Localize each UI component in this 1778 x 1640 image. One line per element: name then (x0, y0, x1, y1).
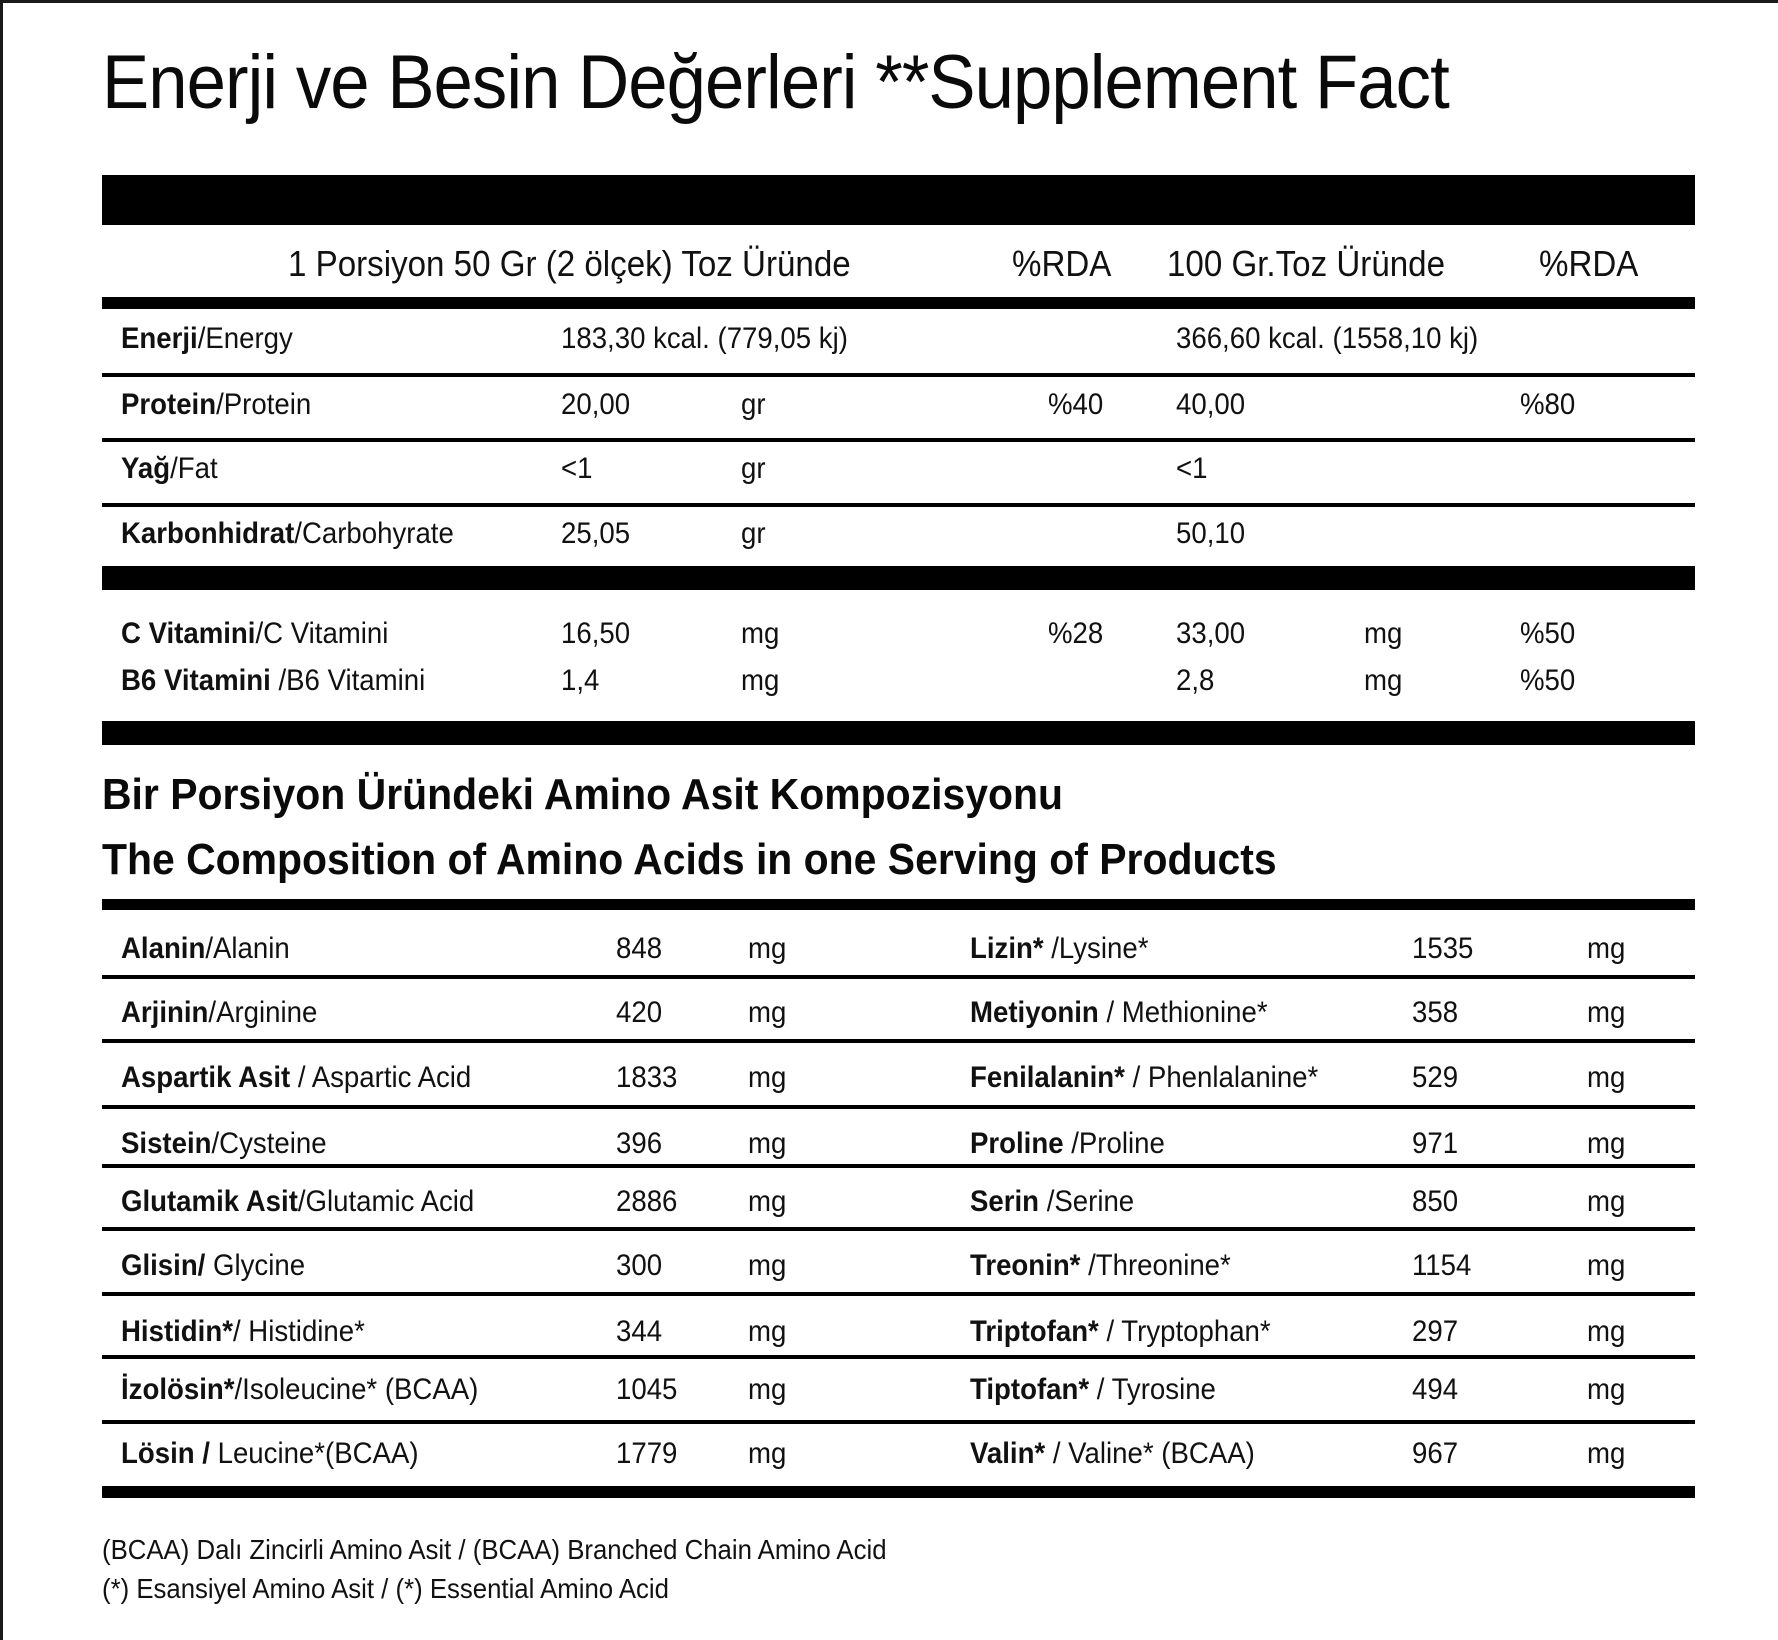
amino-unit-right: mg (1587, 996, 1626, 1029)
amino-value-right: 850 (1412, 1185, 1459, 1218)
divider (102, 297, 1695, 309)
divider (102, 373, 1695, 377)
amino-value-left: 1045 (616, 1373, 678, 1406)
amino-label-right: Treonin* /Threonine* (970, 1249, 1231, 1282)
per100-value: <1 (1176, 452, 1208, 485)
amino-label-left: Alanin/Alanin (121, 932, 290, 965)
nutrition-row-label: Karbonhidrat/Carbohyrate (121, 517, 454, 550)
serving-unit: mg (741, 664, 780, 697)
amino-unit-left: mg (748, 1315, 787, 1348)
per100-value: 50,10 (1176, 517, 1246, 550)
serving-unit: gr (741, 517, 766, 550)
divider (102, 1420, 1695, 1424)
amino-value-left: 300 (616, 1249, 663, 1282)
amino-value-left: 1833 (616, 1061, 678, 1094)
amino-value-right: 1154 (1412, 1249, 1472, 1282)
amino-label-left: İzolösin*/Isoleucine* (BCAA) (121, 1373, 479, 1406)
serving-value: 16,50 (561, 617, 631, 650)
per100-rda: %50 (1520, 617, 1576, 650)
serving-rda: %28 (1048, 617, 1104, 650)
amino-value-left: 1779 (616, 1437, 678, 1470)
amino-label-right: Proline /Proline (970, 1127, 1165, 1160)
amino-unit-left: mg (748, 1061, 787, 1094)
amino-unit-left: mg (748, 1373, 787, 1406)
amino-heading-tr: Bir Porsiyon Üründeki Amino Asit Kompozisyonu (102, 770, 1063, 819)
amino-unit-right: mg (1587, 1315, 1626, 1348)
amino-unit-right: mg (1587, 1061, 1626, 1094)
divider (102, 1039, 1695, 1043)
footnote-essential: (*) Esansiyel Amino Asit / (*) Essential Amino Acid (102, 1573, 669, 1604)
section-bar (102, 721, 1695, 745)
divider (102, 899, 1695, 910)
per100-rda: %80 (1520, 388, 1576, 421)
per100-value: 2,8 (1176, 664, 1215, 697)
per100-rda: %50 (1520, 664, 1576, 697)
vitamin-row-label: B6 Vitamini /B6 Vitamini (121, 664, 426, 697)
amino-label-right: Tiptofan* / Tyrosine (970, 1373, 1216, 1406)
amino-label-left: Glisin/ Glycine (121, 1249, 306, 1282)
amino-value-right: 967 (1412, 1437, 1459, 1470)
page-title: Enerji ve Besin Değerleri **Supplement Fact (102, 40, 1449, 125)
frame-top-border (0, 0, 1778, 3)
per100-unit: mg (1364, 664, 1403, 697)
serving-unit: mg (741, 617, 780, 650)
nutrition-row-label: Protein/Protein (121, 388, 312, 421)
amino-value-right: 297 (1412, 1315, 1459, 1348)
divider (102, 1292, 1695, 1296)
header-rda-serving: %RDA (1012, 243, 1112, 284)
amino-unit-right: mg (1587, 1437, 1626, 1470)
nutrition-row-label: Enerji/Energy (121, 322, 293, 355)
header-rda-100g: %RDA (1539, 243, 1639, 284)
nutrition-row-label: Yağ/Fat (121, 452, 218, 485)
amino-value-right: 971 (1412, 1127, 1459, 1160)
amino-unit-left: mg (748, 1185, 787, 1218)
amino-unit-right: mg (1587, 1249, 1626, 1282)
serving-value: 20,00 (561, 388, 631, 421)
amino-value-left: 420 (616, 996, 663, 1029)
amino-label-right: Lizin* /Lysine* (970, 932, 1149, 965)
divider (102, 975, 1695, 979)
amino-unit-left: mg (748, 932, 787, 965)
per100-value: 366,60 kcal. (1558,10 kj) (1176, 322, 1479, 355)
header-bar (102, 175, 1695, 225)
header-per-serving: 1 Porsiyon 50 Gr (2 ölçek) Toz Üründe (288, 243, 851, 284)
amino-value-left: 848 (616, 932, 663, 965)
amino-value-right: 358 (1412, 996, 1459, 1029)
amino-value-right: 494 (1412, 1373, 1459, 1406)
vitamin-row-label: C Vitamini/C Vitamini (121, 617, 389, 650)
footnote-bcaa: (BCAA) Dalı Zincirli Amino Asit / (BCAA) Branched Chain Amino Acid (102, 1534, 887, 1565)
divider (102, 1164, 1695, 1168)
serving-rda: %40 (1048, 388, 1104, 421)
amino-label-right: Serin /Serine (970, 1185, 1135, 1218)
divider (102, 1486, 1695, 1498)
amino-value-left: 396 (616, 1127, 663, 1160)
per100-value: 33,00 (1176, 617, 1246, 650)
amino-label-left: Sistein/Cysteine (121, 1127, 327, 1160)
per100-value: 40,00 (1176, 388, 1246, 421)
serving-value: <1 (561, 452, 593, 485)
amino-label-right: Metiyonin / Methionine* (970, 996, 1268, 1029)
amino-unit-left: mg (748, 996, 787, 1029)
divider (102, 503, 1695, 507)
amino-label-left: Arjinin/Arginine (121, 996, 318, 1029)
amino-label-right: Fenilalanin* / Phenlalanine* (970, 1061, 1319, 1094)
amino-unit-left: mg (748, 1437, 787, 1470)
amino-unit-left: mg (748, 1249, 787, 1282)
amino-label-right: Valin* / Valine* (BCAA) (970, 1437, 1255, 1470)
amino-unit-left: mg (748, 1127, 787, 1160)
serving-value: 1,4 (561, 664, 600, 697)
serving-value: 25,05 (561, 517, 631, 550)
amino-heading-en: The Composition of Amino Acids in one Serving of Products (102, 835, 1277, 884)
serving-value: 183,30 kcal. (779,05 kj) (561, 322, 848, 355)
amino-value-left: 2886 (616, 1185, 678, 1218)
amino-value-left: 344 (616, 1315, 663, 1348)
amino-label-right: Triptofan* / Tryptophan* (970, 1315, 1271, 1348)
per100-unit: mg (1364, 617, 1403, 650)
section-bar (102, 566, 1695, 590)
amino-unit-right: mg (1587, 1127, 1626, 1160)
divider (102, 1105, 1695, 1109)
amino-value-right: 529 (1412, 1061, 1459, 1094)
amino-label-left: Aspartik Asit / Aspartic Acid (121, 1061, 472, 1094)
serving-unit: gr (741, 452, 766, 485)
amino-unit-right: mg (1587, 1185, 1626, 1218)
serving-unit: gr (741, 388, 766, 421)
amino-unit-right: mg (1587, 1373, 1626, 1406)
amino-label-left: Histidin*/ Histidine* (121, 1315, 365, 1348)
amino-label-left: Lösin / Leucine*(BCAA) (121, 1437, 419, 1470)
amino-label-left: Glutamik Asit/Glutamic Acid (121, 1185, 475, 1218)
frame-left-border (0, 0, 3, 1640)
divider (102, 1355, 1695, 1359)
divider (102, 1227, 1695, 1231)
divider (102, 438, 1695, 442)
amino-unit-right: mg (1587, 932, 1626, 965)
amino-value-right: 1535 (1412, 932, 1474, 965)
header-per-100g: 100 Gr.Toz Üründe (1167, 243, 1445, 284)
